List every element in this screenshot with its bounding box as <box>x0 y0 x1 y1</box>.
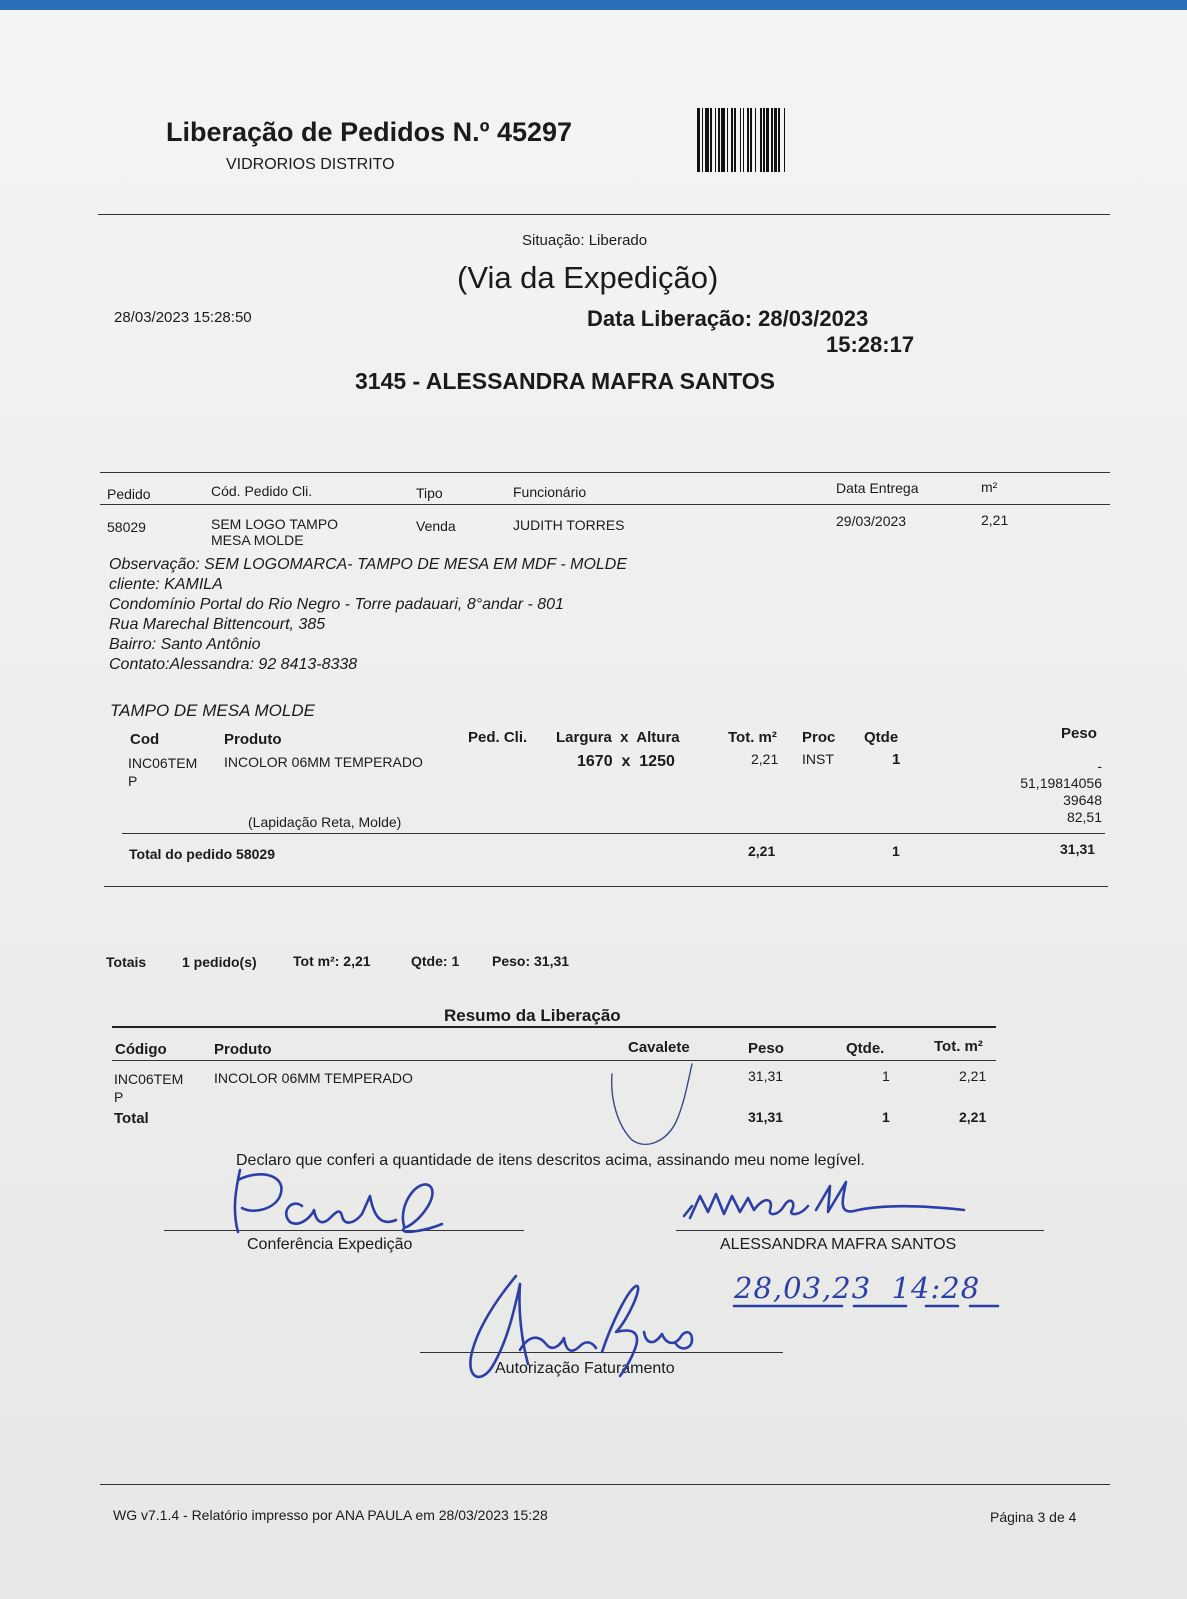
items-header-peso: Peso <box>1061 725 1097 742</box>
resumo-peso: 31,31 <box>748 1068 784 1084</box>
resumo-codigo <box>114 1070 183 1106</box>
declaration-text: Declaro que conferi a quantidade de itens descritos acima, assinando meu nome legível. <box>236 1152 865 1169</box>
signature-client-icon <box>678 1176 968 1232</box>
resumo-header-line <box>112 1060 996 1061</box>
item-cod-line1: INC06TEM <box>128 755 198 771</box>
item-produto: INCOLOR 06MM TEMPERADO <box>224 754 423 770</box>
company-name: VIDRORIOS DISTRITO <box>226 156 395 173</box>
order-cod-line2: MESA MOLDE <box>211 532 304 548</box>
order-table-header-line <box>100 504 1110 505</box>
barcode-bar <box>785 108 787 172</box>
data-liberacao: Data Liberação: 28/03/2023 <box>587 306 869 331</box>
items-total-line <box>122 833 1105 834</box>
item-tot-m2: 2,21 <box>751 751 779 767</box>
resumo-codigo-line2: P <box>114 1089 124 1105</box>
cavalete-mark-icon <box>606 1060 706 1150</box>
item-peso-line1: - <box>1097 758 1102 774</box>
items-header-qtde: Qtde <box>864 729 899 746</box>
header-funcionario: Funcionário <box>513 484 587 500</box>
resumo-codigo-line1: INC06TEM <box>114 1071 184 1087</box>
observacao-line: cliente: KAMILA <box>109 576 223 593</box>
items-header-produto: Produto <box>224 731 282 748</box>
items-total-tot-m2: 2,21 <box>748 843 776 859</box>
order-tipo: Venda <box>416 518 456 534</box>
order-cod-line1: SEM LOGO TAMPO <box>211 516 339 532</box>
resumo-title: Resumo da Liberação <box>444 1006 621 1025</box>
client-signature-label: ALESSANDRA MAFRA SANTOS <box>720 1236 957 1253</box>
signature-autorizacao-icon <box>456 1272 716 1392</box>
item-processes: (Lapidação Reta, Molde) <box>248 814 402 830</box>
items-header-cod: Cod <box>130 731 160 748</box>
observacao-line: Bairro: Santo Antônio <box>109 636 261 653</box>
items-total-qtde: 1 <box>892 843 900 859</box>
resumo-total-tot-m2: 2,21 <box>959 1109 987 1125</box>
resumo-produto: INCOLOR 06MM TEMPERADO <box>214 1070 413 1086</box>
resumo-header-codigo: Código <box>115 1041 167 1058</box>
items-group-title: TAMPO DE MESA MOLDE <box>110 701 315 720</box>
totais-tot-m2: Tot m²: 2,21 <box>293 953 371 969</box>
observacao-line: Rua Marechal Bittencourt, 385 <box>109 616 326 633</box>
conferencia-label: Conferência Expedição <box>247 1236 413 1253</box>
header-data-entrega: Data Entrega <box>836 480 919 496</box>
item-peso <box>1004 758 1102 826</box>
totais-pedidos: 1 pedido(s) <box>182 954 257 970</box>
footer-left: WG v7.1.4 - Relatório impresso por ANA PAULA em 28/03/2023 15:28 <box>113 1507 548 1523</box>
order-pedido: 58029 <box>107 519 146 535</box>
header-divider <box>98 214 1110 215</box>
observacao-line: Contato:Alessandra: 92 8413-8338 <box>109 656 358 673</box>
handwritten-date-underline-icon <box>730 1300 1020 1314</box>
order-cod-pedido <box>211 516 338 548</box>
client-name: 3145 - ALESSANDRA MAFRA SANTOS <box>355 368 776 394</box>
totais-qtde: Qtde: 1 <box>411 953 460 969</box>
items-total-label: Total do pedido 58029 <box>129 846 275 862</box>
order-table-top-line <box>100 472 1110 473</box>
printed-at: 28/03/2023 15:28:50 <box>114 309 252 326</box>
footer-page-number: Página 3 de 4 <box>990 1509 1077 1525</box>
resumo-total-qtde: 1 <box>882 1109 890 1125</box>
signature-conferencia-icon <box>222 1166 462 1246</box>
item-cod <box>128 754 197 790</box>
header-pedido: Pedido <box>107 486 151 502</box>
item-peso-line3: 39648 <box>1063 792 1102 808</box>
header-m2: m² <box>981 479 998 495</box>
items-header-dimensions: Largura x Altura <box>556 729 680 746</box>
item-qtde: 1 <box>892 751 901 768</box>
header-cod-pedido: Cód. Pedido Cli. <box>211 483 313 499</box>
data-liberacao-time: 15:28:17 <box>826 332 915 357</box>
autorizacao-label: Autorização Faturamento <box>495 1360 675 1377</box>
situacao-label: Situação: Liberado <box>522 232 648 249</box>
resumo-total-peso: 31,31 <box>748 1109 784 1125</box>
totais-peso: Peso: 31,31 <box>492 953 570 969</box>
items-section-divider <box>104 886 1108 887</box>
resumo-header-qtde: Qtde. <box>846 1040 885 1057</box>
resumo-header-tot-m2: Tot. m² <box>934 1038 983 1055</box>
document-title: Liberação de Pedidos N.º 45297 <box>166 117 573 147</box>
items-header-tot-m2: Tot. m² <box>728 729 777 746</box>
footer-divider <box>100 1484 1110 1485</box>
resumo-header-peso: Peso <box>748 1040 784 1057</box>
order-funcionario: JUDITH TORRES <box>513 517 625 533</box>
item-peso-line4: 82,51 <box>1066 809 1102 825</box>
header-tipo: Tipo <box>416 485 443 501</box>
observacao-block <box>109 555 627 675</box>
resumo-qtde: 1 <box>882 1068 890 1084</box>
item-cod-line2: P <box>128 773 138 789</box>
items-header-proc: Proc <box>802 729 836 746</box>
observacao-line: Observação: SEM LOGOMARCA- TAMPO DE MESA EM MDF - MOLDE <box>109 556 628 573</box>
via-label: (Via da Expedição) <box>457 260 719 295</box>
resumo-top-line <box>112 1026 996 1028</box>
totais-label: Totais <box>106 954 147 970</box>
item-peso-line2: 51,19814056 <box>1020 775 1102 791</box>
resumo-total-label: Total <box>114 1110 149 1127</box>
observacao-line: Condomínio Portal do Rio Negro - Torre padauari, 8°andar - 801 <box>109 596 564 613</box>
document-page <box>0 10 1187 1599</box>
handwritten-datetime: 28,03,23 14:28 <box>734 1271 981 1305</box>
order-m2: 2,21 <box>981 512 1009 528</box>
resumo-header-cavalete: Cavalete <box>628 1039 690 1056</box>
resumo-tot-m2: 2,21 <box>959 1068 987 1084</box>
items-total-peso: 31,31 <box>1060 841 1096 857</box>
order-data-entrega: 29/03/2023 <box>836 513 907 529</box>
item-dimensions: 1670 x 1250 <box>577 753 675 770</box>
items-header-ped-cli: Ped. Cli. <box>468 729 528 746</box>
item-proc: INST <box>802 751 834 767</box>
barcode-icon <box>697 108 875 172</box>
resumo-header-produto: Produto <box>214 1041 272 1058</box>
